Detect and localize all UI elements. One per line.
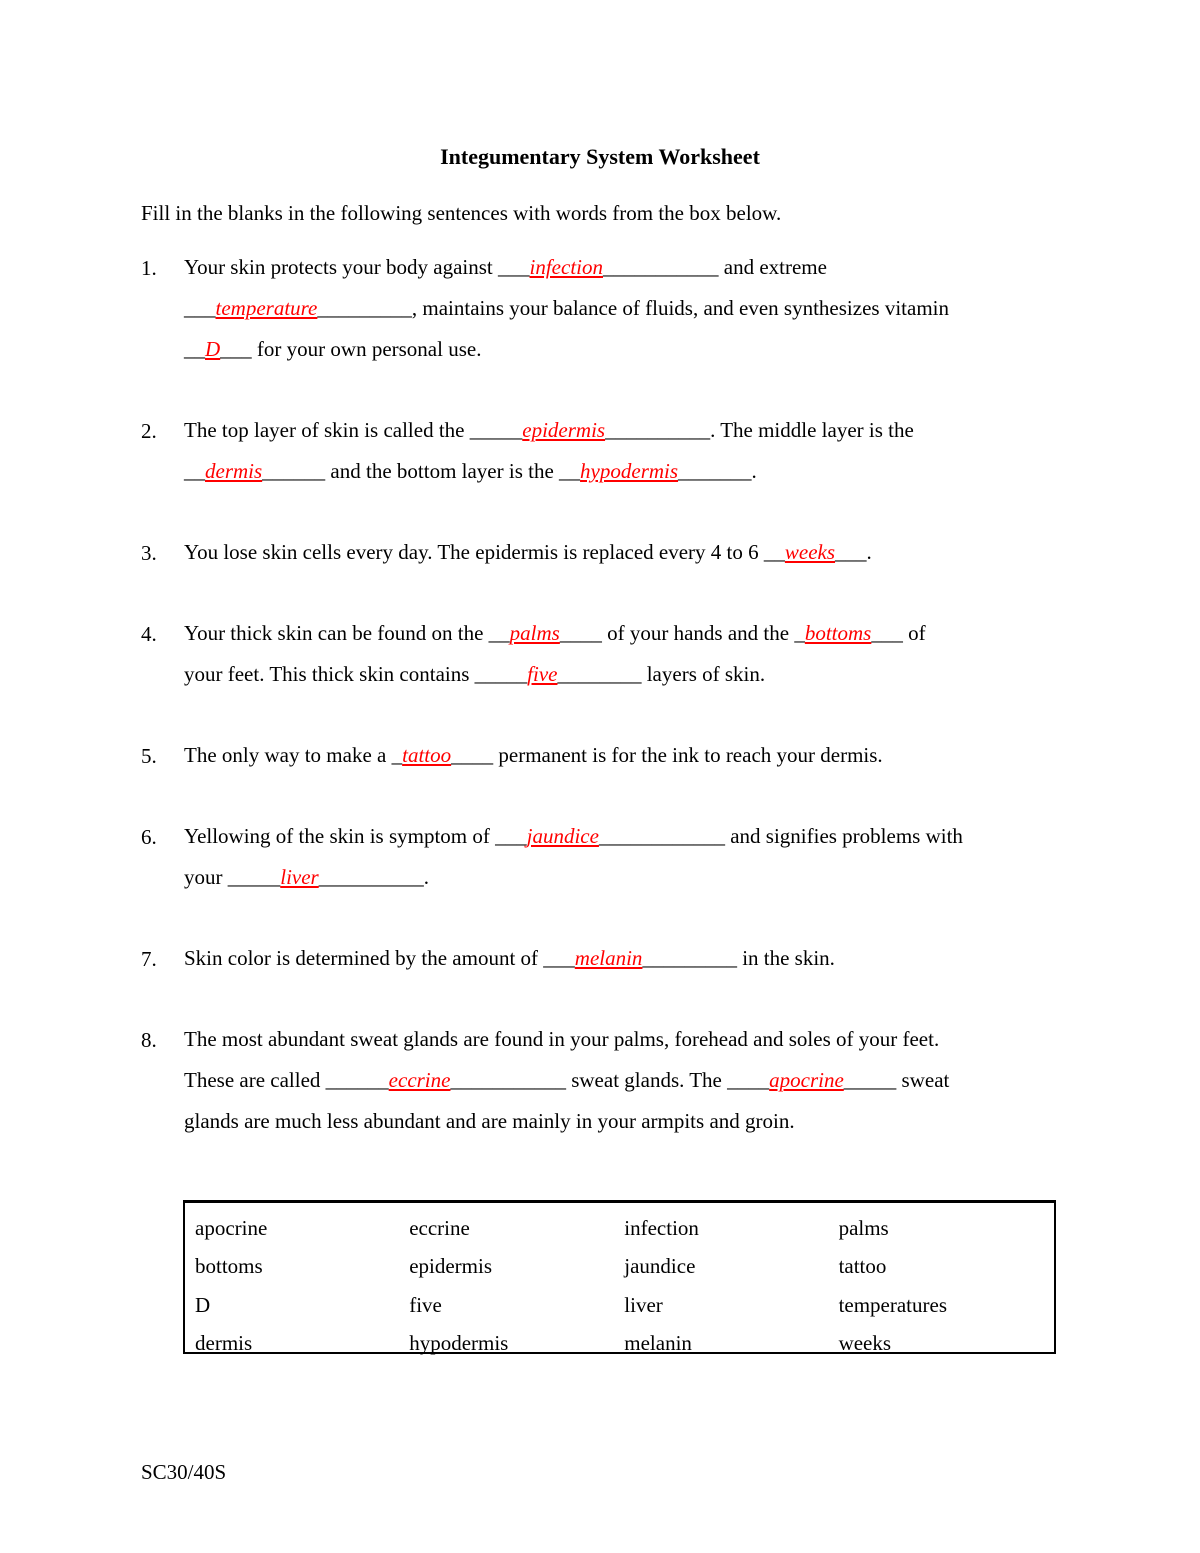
question-number: 3.	[141, 541, 157, 565]
question-line	[184, 1060, 1061, 1101]
question-line	[184, 735, 1061, 776]
answer-text: palms	[509, 621, 560, 645]
question-2	[141, 410, 1061, 492]
sentence-text: ________ layers of skin.	[557, 662, 766, 686]
question-number: 7.	[141, 947, 157, 971]
question-body	[184, 735, 1061, 776]
question-3	[141, 532, 1061, 573]
word-bank-row	[195, 1248, 1054, 1287]
word-bank-cell: apocrine	[195, 1215, 268, 1240]
question-number: 5.	[141, 744, 157, 768]
word-bank-cell: epidermis	[409, 1254, 493, 1279]
sentence-text: ___ for your own personal use.	[220, 337, 482, 361]
instructions: Fill in the blanks in the following sentences with words from the box below.	[141, 201, 782, 225]
sentence-text: ______ and the bottom layer is the __	[262, 459, 581, 483]
sentence-text: ___.	[835, 540, 872, 564]
sentence-text: your feet. This thick skin contains _____	[184, 662, 528, 686]
sentence-text: The top layer of skin is called the _____	[184, 418, 523, 442]
answer-text: temperature	[215, 296, 318, 320]
sentence-text: Your skin protects your body against ___	[184, 255, 530, 279]
question-line	[184, 816, 1061, 857]
sentence-text: ____________ and signifies problems with	[598, 824, 963, 848]
sentence-text: Skin color is determined by the amount of ___	[184, 946, 575, 970]
word-bank-table	[195, 1209, 1054, 1363]
question-6	[141, 816, 1061, 898]
word-bank-cell: eccrine	[409, 1215, 470, 1240]
question-7	[141, 938, 1061, 979]
answer-text: melanin	[574, 946, 643, 970]
sentence-text: Yellowing of the skin is symptom of ___	[184, 824, 527, 848]
question-body	[184, 938, 1061, 979]
sentence-text: ___________ and extreme	[603, 255, 827, 279]
answer-text: D	[205, 337, 221, 361]
question-line	[184, 654, 1061, 695]
sentence-text: your _____	[184, 865, 281, 889]
question-line	[184, 329, 1061, 370]
question-line	[184, 532, 1061, 573]
sentence-text: ____ of your hands and the _	[559, 621, 805, 645]
word-bank-cell: hypodermis	[409, 1331, 509, 1356]
word-bank-cell: infection	[624, 1215, 699, 1240]
question-5	[141, 735, 1061, 776]
sentence-text: ____ permanent is for the ink to reach your dermis.	[451, 743, 883, 767]
question-1	[141, 247, 1061, 370]
sentence-text: These are called ______	[184, 1068, 389, 1092]
sentence-text: ___ of	[871, 621, 926, 645]
word-bank-cell: dermis	[195, 1331, 253, 1356]
sentence-text: ___________ sweat glands. The ____	[450, 1068, 770, 1092]
answer-text: jaundice	[526, 824, 599, 848]
word-bank-cell: bottoms	[195, 1254, 263, 1279]
sentence-text: _________, maintains your balance of fluids, and even synthesizes vitamin	[317, 296, 949, 320]
word-bank-cell: D	[195, 1292, 211, 1317]
sentence-text: __	[184, 337, 205, 361]
question-body	[184, 1019, 1061, 1142]
question-4	[141, 613, 1061, 695]
word-bank-cell: liver	[624, 1292, 663, 1317]
sentence-text: __________. The middle layer is the	[605, 418, 914, 442]
sentence-text: __	[184, 459, 205, 483]
answer-text: weeks	[784, 540, 836, 564]
sentence-text: _____ sweat	[843, 1068, 950, 1092]
answer-text: five	[527, 662, 558, 686]
question-body	[184, 613, 1061, 695]
word-bank-cell: temperatures	[838, 1292, 948, 1317]
answer-text: apocrine	[769, 1068, 844, 1092]
word-bank-cell: five	[409, 1292, 442, 1317]
question-body	[184, 532, 1061, 573]
word-bank-cell: weeks	[838, 1331, 892, 1356]
answer-text: eccrine	[388, 1068, 451, 1092]
question-line	[184, 1019, 1061, 1060]
word-bank-row	[195, 1209, 1054, 1248]
sentence-text: Your thick skin can be found on the __	[184, 621, 510, 645]
question-line	[184, 410, 1061, 451]
answer-text: liver	[280, 865, 319, 889]
question-number: 8.	[141, 1028, 157, 1052]
question-line	[184, 938, 1061, 979]
page-title: Integumentary System Worksheet	[440, 144, 760, 169]
sentence-text: ___	[184, 296, 216, 320]
word-bank-cell: jaundice	[624, 1254, 696, 1279]
sentence-text: glands are much less abundant and are mainly in your armpits and groin.	[184, 1109, 795, 1133]
question-body	[184, 816, 1061, 898]
question-8	[141, 1019, 1061, 1142]
word-bank-cell: melanin	[624, 1331, 692, 1356]
word-bank	[183, 1200, 1056, 1354]
question-number: 4.	[141, 622, 157, 646]
question-body	[184, 410, 1061, 492]
word-bank-row	[195, 1286, 1054, 1325]
question-line	[184, 247, 1061, 288]
question-body	[184, 247, 1061, 370]
answer-text: infection	[529, 255, 603, 279]
sentence-text: __________.	[318, 865, 429, 889]
word-bank-cell: palms	[838, 1215, 889, 1240]
answer-text: hypodermis	[580, 459, 679, 483]
word-bank-cell: tattoo	[838, 1254, 887, 1279]
question-line	[184, 1101, 1061, 1142]
word-bank-row	[195, 1325, 1054, 1364]
sentence-text: _________ in the skin.	[642, 946, 835, 970]
question-number: 2.	[141, 419, 157, 443]
question-line	[184, 857, 1061, 898]
sentence-text: You lose skin cells every day. The epidermis is replaced every 4 to 6 __	[184, 540, 785, 564]
question-line	[184, 613, 1061, 654]
question-line	[184, 451, 1061, 492]
question-number: 1.	[141, 256, 157, 280]
sentence-text: _______.	[678, 459, 757, 483]
question-number: 6.	[141, 825, 157, 849]
answer-text: epidermis	[522, 418, 606, 442]
question-line	[184, 288, 1061, 329]
answer-text: dermis	[205, 459, 263, 483]
sentence-text: The only way to make a _	[184, 743, 403, 767]
answer-text: bottoms	[804, 621, 872, 645]
sentence-text: The most abundant sweat glands are found in your palms, forehead and soles of your feet.	[184, 1027, 940, 1051]
footer-course-code: SC30/40S	[141, 1460, 227, 1484]
answer-text: tattoo	[402, 743, 452, 767]
